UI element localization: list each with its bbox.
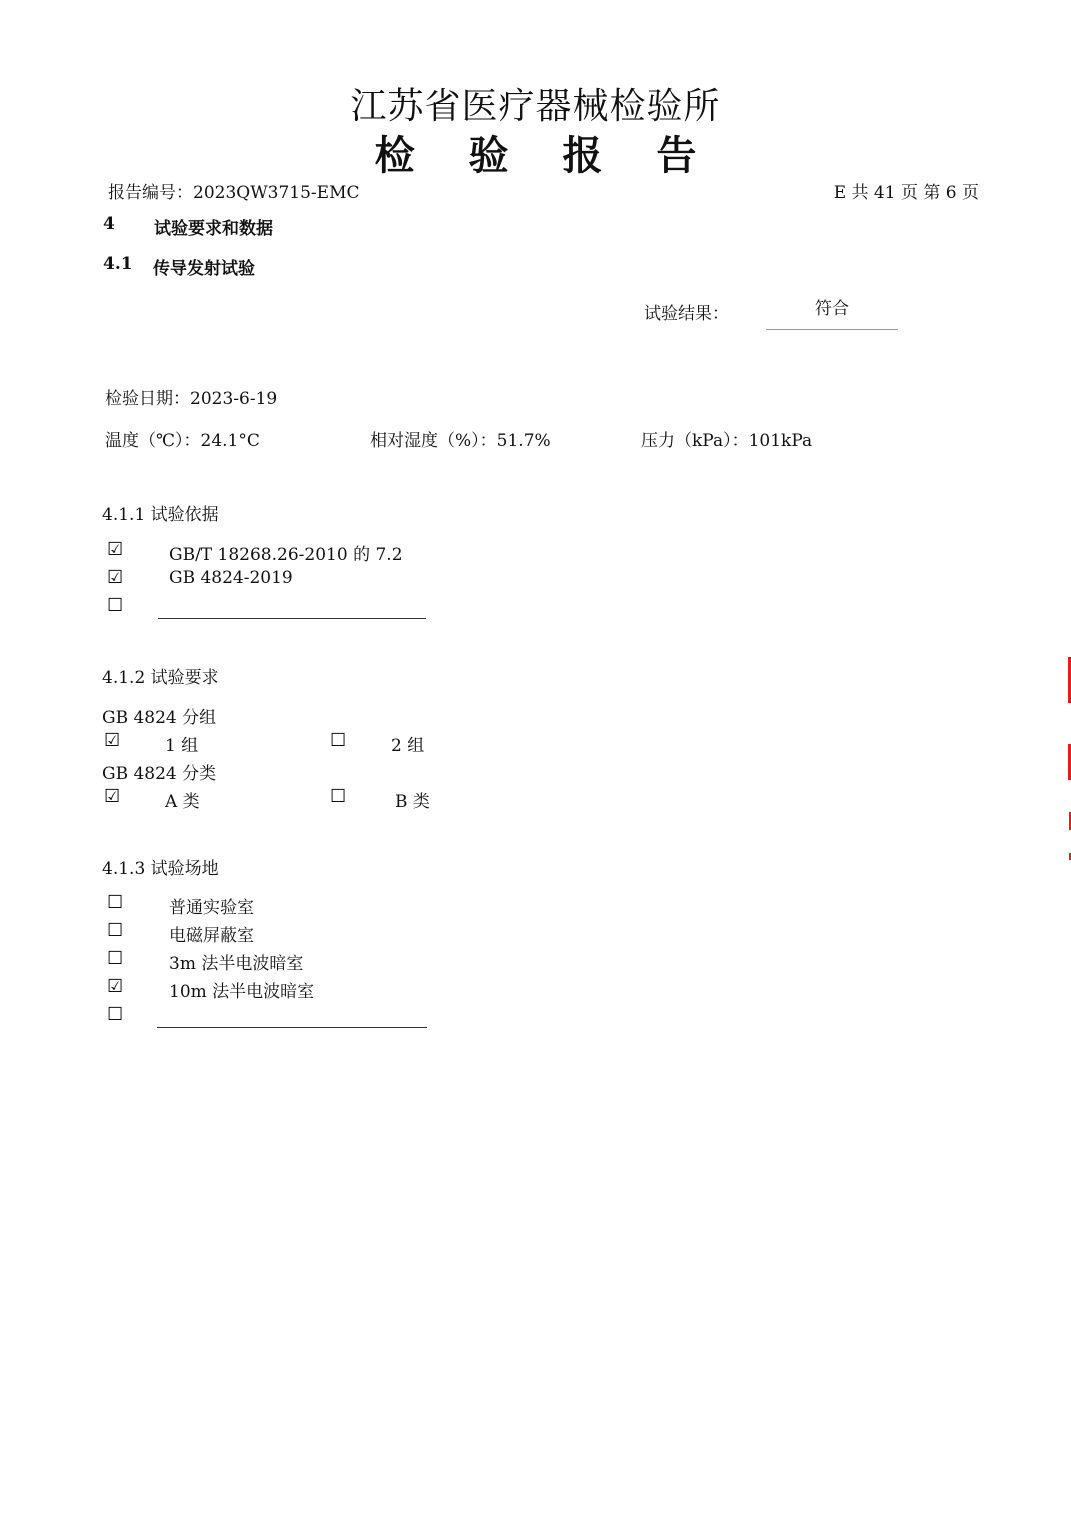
result-label: 试验结果：: [644, 304, 729, 324]
report-number: 报告编号：2023QW3715-EMC: [108, 183, 360, 203]
group-1-label: 1 组: [165, 736, 199, 756]
site-blank-line: [157, 1027, 427, 1028]
requirements-heading: 4.1.2 试验要求: [102, 668, 219, 688]
site-heading: 4.1.3 试验场地: [102, 859, 219, 879]
site-checkbox-5[interactable]: ☐: [107, 1004, 124, 1025]
result-value: 符合: [766, 297, 898, 330]
class-a-checkbox[interactable]: ☑: [104, 786, 121, 807]
inspection-date: 检验日期：2023-6-19: [105, 389, 278, 409]
group-1-checkbox[interactable]: ☑: [104, 730, 121, 751]
basis-item-2: GB 4824-2019: [169, 568, 293, 588]
group-2-label: 2 组: [391, 736, 425, 756]
section-4-number: 4: [103, 214, 115, 234]
humidity: 相对湿度（%）：51.7%: [370, 431, 551, 451]
group-label: GB 4824 分组: [102, 708, 217, 728]
temperature: 温度（℃）：24.1°C: [105, 431, 260, 451]
page-info: E 共 41 页 第 6 页: [833, 183, 979, 203]
class-a-label: A 类: [165, 792, 200, 812]
site-checkbox-1[interactable]: ☐: [107, 892, 124, 913]
site-item-1: 普通实验室: [169, 898, 254, 918]
site-checkbox-2[interactable]: ☐: [107, 920, 124, 941]
group-2-checkbox[interactable]: ☐: [330, 730, 347, 751]
class-b-label: B 类: [395, 792, 430, 812]
basis-checkbox-1[interactable]: ☑: [107, 539, 124, 560]
basis-heading: 4.1.1 试验依据: [102, 505, 219, 525]
section-41-title: 传导发射试验: [153, 259, 255, 279]
site-checkbox-4[interactable]: ☑: [107, 976, 124, 997]
section-4-title: 试验要求和数据: [154, 219, 273, 239]
report-title: 检 验 报 告: [374, 132, 717, 179]
site-checkbox-3[interactable]: ☐: [107, 948, 124, 969]
basis-item-1: GB/T 18268.26-2010 的 7.2: [169, 545, 403, 565]
site-item-2: 电磁屏蔽室: [169, 926, 254, 946]
basis-blank-line: [158, 618, 426, 619]
basis-checkbox-2[interactable]: ☑: [107, 567, 124, 588]
pressure: 压力（kPa）：101kPa: [641, 431, 813, 451]
basis-checkbox-3[interactable]: ☐: [107, 595, 124, 616]
site-item-4: 10m 法半电波暗室: [169, 982, 315, 1002]
class-label: GB 4824 分类: [102, 764, 217, 784]
site-item-3: 3m 法半电波暗室: [169, 954, 304, 974]
section-41-number: 4.1: [103, 254, 133, 274]
organization-name: 江苏省医疗器械检验所: [350, 86, 721, 127]
class-b-checkbox[interactable]: ☐: [330, 786, 347, 807]
